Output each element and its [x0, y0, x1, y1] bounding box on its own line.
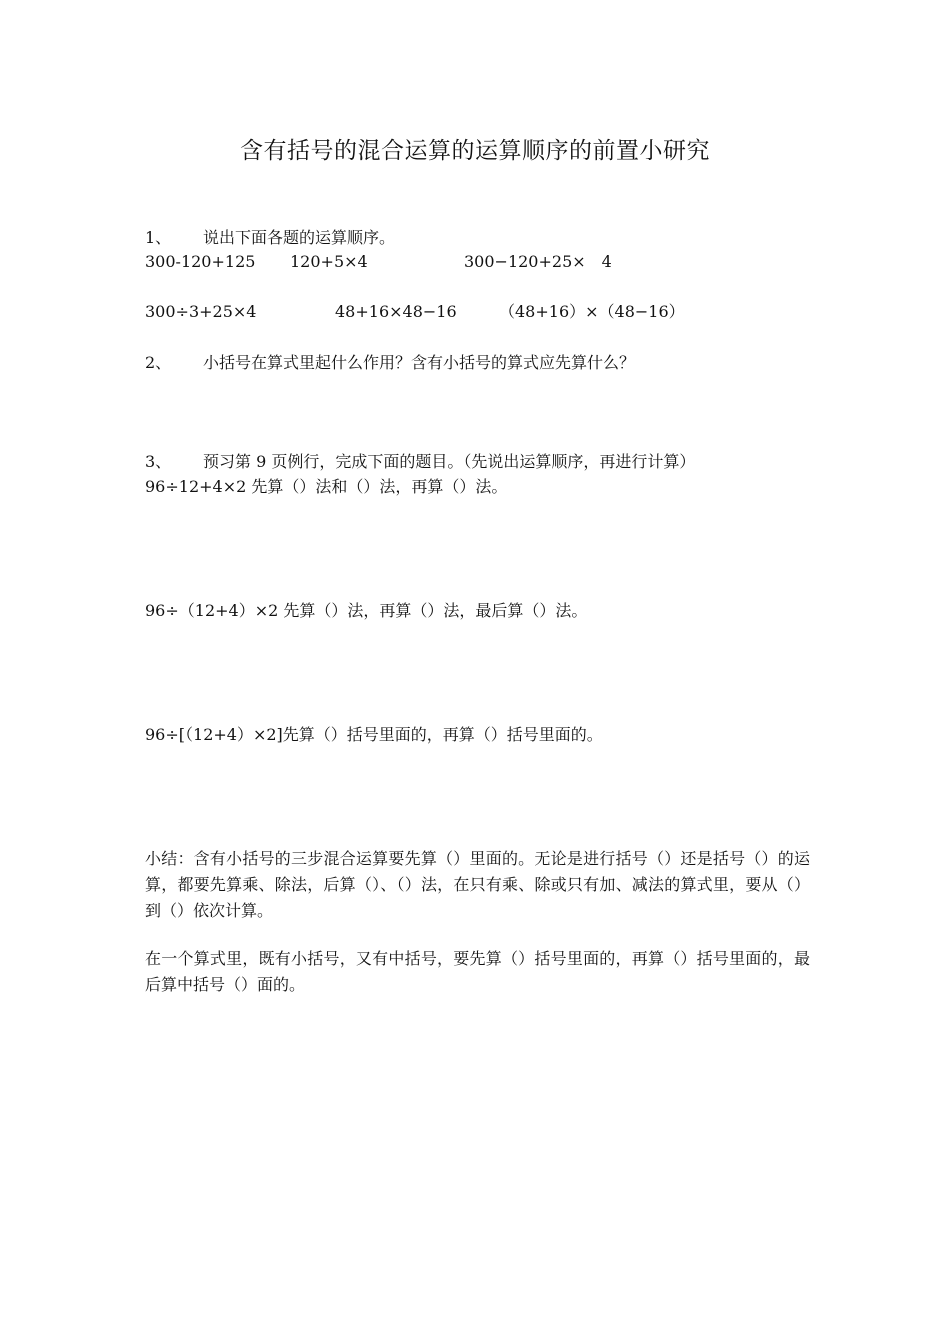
- summary-paragraph: 在一个算式里，既有小括号，又有中括号，要先算（）括号里面的，再算（）括号里面的，最后算中括号（）面的。: [145, 949, 810, 994]
- expression: 120+5×4: [290, 252, 368, 271]
- expression: 300−120+25× 4: [464, 252, 612, 271]
- expression: 300÷3+25×4: [145, 302, 257, 321]
- exercise-item: 96÷12+4×2 先算（）法和（）法，再算（）法。: [145, 477, 508, 496]
- page-title: 含有括号的混合运算的运算顺序的前置小研究: [240, 138, 710, 164]
- summary-paragraph: 小结：含有小括号的三步混合运算要先算（）里面的。无论是进行括号（）还是括号（）的运算，都要先算乘、除法，后算（）、（）法，在只有乘、除或只有加、减法的算式里，要从（）到（）依次计算。: [145, 849, 810, 920]
- question-2: [145, 353, 635, 373]
- question-1-text: 说出下面各题的运算顺序。: [203, 228, 396, 247]
- exercise-item: 96÷（12+4）×2 先算（）法，再算（）法，最后算（）法。: [145, 601, 588, 620]
- question-3-text: 预习第 9 页例行，完成下面的题目。（先说出运算顺序，再进行计算）: [203, 452, 696, 471]
- question-2-number: 2、: [145, 353, 172, 372]
- question-1: [145, 228, 395, 248]
- expression: 48+16×48−16: [335, 302, 457, 321]
- question-3: [145, 452, 695, 472]
- question-2-text: 小括号在算式里起什么作用？含有小括号的算式应先算什么？: [203, 353, 636, 372]
- expression: （48+16）×（48−16）: [499, 302, 685, 321]
- question-3-number: 3、: [145, 452, 172, 471]
- expression: 300-120+125: [145, 252, 256, 271]
- question-1-number: 1、: [145, 228, 172, 247]
- exercise-item: 96÷[（12+4）×2]先算（）括号里面的，再算（）括号里面的。: [145, 725, 603, 744]
